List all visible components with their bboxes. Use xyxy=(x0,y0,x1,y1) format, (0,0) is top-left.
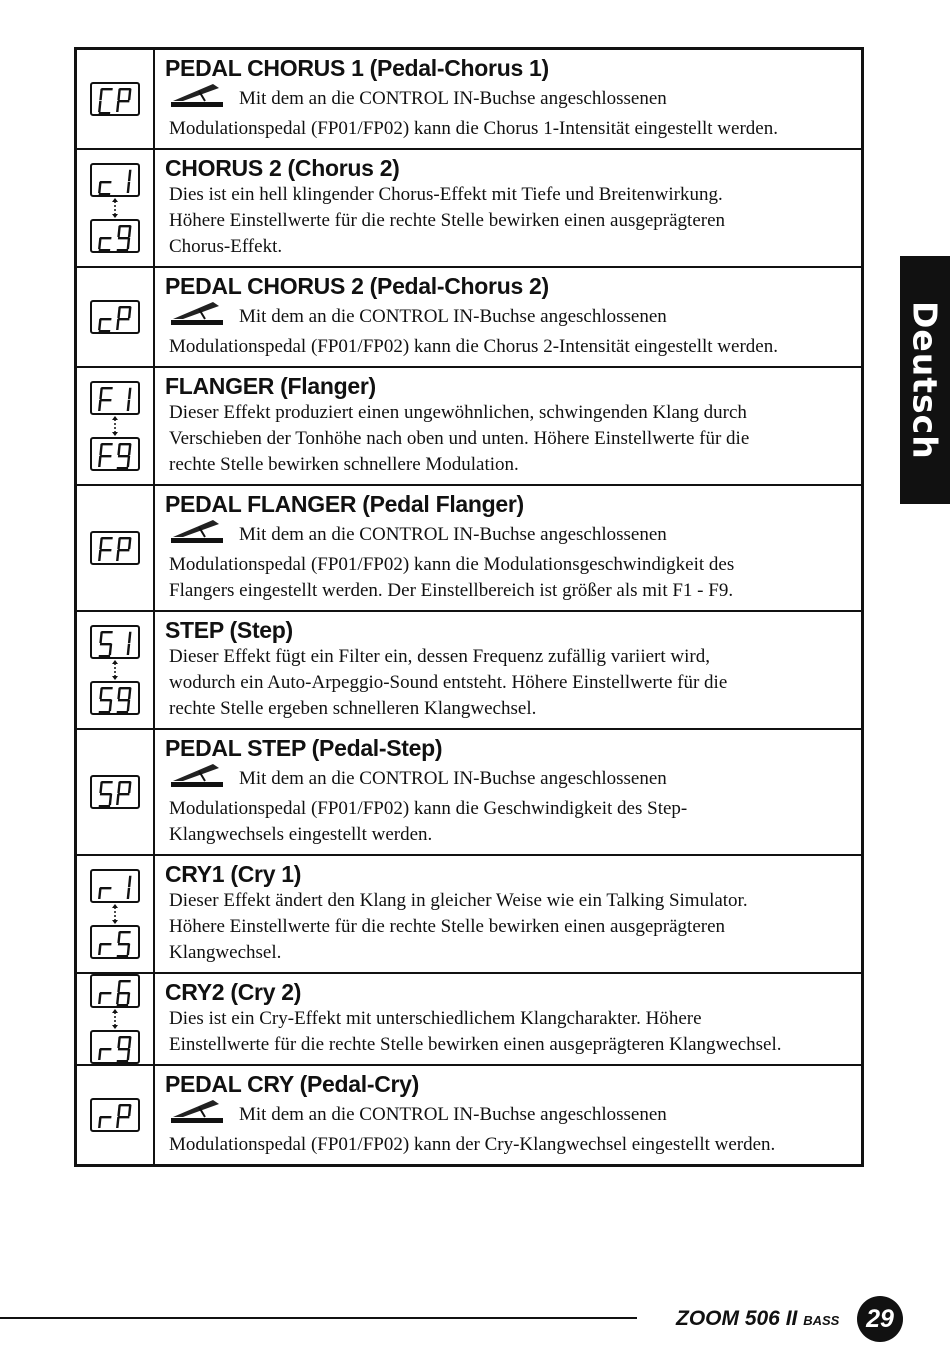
effect-description-line xyxy=(165,300,853,334)
effect-description-line: Dies ist ein hell klingender Chorus-Effekt mit Tiefe und Breitenwirkung. xyxy=(169,184,723,205)
expression-pedal-icon xyxy=(169,82,239,116)
lcd-code-icon xyxy=(90,1098,140,1132)
effect-description-line xyxy=(165,82,853,116)
effect-description-line: Flangers eingestellt werden. Der Einstellbereich ist größer als mit F1 - F9. xyxy=(169,580,734,601)
effect-row-pedal-step xyxy=(77,730,861,856)
lcd-code-icon xyxy=(90,219,140,253)
lcd-code-icon xyxy=(90,437,140,471)
effect-description-text: Mit dem an die CONTROL IN-Buchse angeschlossenen xyxy=(239,1104,667,1125)
effect-description-cell xyxy=(155,856,861,972)
expression-pedal-icon xyxy=(169,518,239,552)
footer-rule xyxy=(0,1317,637,1319)
effect-description-line xyxy=(165,518,853,552)
effect-row-pedal-chorus-2 xyxy=(77,268,861,368)
language-tab-label: Deutsch xyxy=(905,300,945,460)
expression-pedal-icon xyxy=(169,762,239,796)
effect-title: FLANGER (Flanger) xyxy=(165,373,376,399)
effect-description-cell xyxy=(155,150,861,266)
effect-description-line: Modulationspedal (FP01/FP02) kann die Modulationsgeschwindigkeit des xyxy=(169,554,735,575)
effect-description-cell xyxy=(155,1066,861,1164)
effect-description-line: Höhere Einstellwerte für die rechte Stelle bewirken einen ausgeprägteren xyxy=(169,210,726,231)
lcd-code-icon xyxy=(90,1030,140,1064)
effect-row-pedal-cry xyxy=(77,1066,861,1164)
effect-title: CHORUS 2 (Chorus 2) xyxy=(165,155,400,181)
effect-title: PEDAL CRY (Pedal-Cry) xyxy=(165,1071,420,1097)
effect-description-line: Verschieben der Tonhöhe nach oben und unten. Höhere Einstellwerte für die xyxy=(169,428,750,449)
effect-description-line: wodurch ein Auto-Arpeggio-Sound entsteht. Höhere Einstellwerte für die xyxy=(169,672,728,693)
effect-description-line: Klangwechsel. xyxy=(169,942,282,963)
effect-description-line xyxy=(165,1098,853,1132)
effect-description-line: Modulationspedal (FP01/FP02) kann der Cry-Klangwechsel eingestellt werden. xyxy=(169,1134,776,1155)
effect-description-cell xyxy=(155,368,861,484)
effect-description-cell xyxy=(155,486,861,610)
effect-code-display xyxy=(77,612,155,728)
effect-description-line: Modulationspedal (FP01/FP02) kann die Geschwindigkeit des Step- xyxy=(169,798,688,819)
effect-code-display xyxy=(77,368,155,484)
effect-row-chorus-2 xyxy=(77,150,861,268)
effect-description-cell xyxy=(155,730,861,854)
effect-description-line: rechte Stelle bewirken schnellere Modulation. xyxy=(169,454,519,475)
effect-row-pedal-chorus-1 xyxy=(77,50,861,150)
effect-code-display xyxy=(77,486,155,610)
range-arrow-icon xyxy=(90,415,140,437)
effect-code-display xyxy=(77,1066,155,1164)
effect-title: PEDAL STEP (Pedal-Step) xyxy=(165,735,443,761)
effect-description-text: Mit dem an die CONTROL IN-Buchse angeschlossenen xyxy=(239,768,667,789)
effect-row-step xyxy=(77,612,861,730)
effect-title: CRY1 (Cry 1) xyxy=(165,861,302,887)
footer-brand-suffix: BASS xyxy=(803,1313,840,1328)
effect-description-text: Mit dem an die CONTROL IN-Buchse angeschlossenen xyxy=(239,88,667,109)
effect-title: PEDAL CHORUS 2 (Pedal-Chorus 2) xyxy=(165,273,549,299)
effect-row-cry-1 xyxy=(77,856,861,974)
lcd-code-icon xyxy=(90,869,140,903)
expression-pedal-icon xyxy=(169,1098,239,1132)
lcd-code-icon xyxy=(90,974,140,1008)
effect-description-cell xyxy=(155,268,861,366)
lcd-code-icon xyxy=(90,925,140,959)
effect-title: CRY2 (Cry 2) xyxy=(165,979,302,1005)
lcd-code-icon xyxy=(90,681,140,715)
effect-code-display xyxy=(77,856,155,972)
effect-description-line: Modulationspedal (FP01/FP02) kann die Chorus 1-Intensität eingestellt werden. xyxy=(169,118,778,139)
effect-description-line: Einstellwerte für die rechte Stelle bewirken einen ausgeprägteren Klangwechsel. xyxy=(169,1034,782,1055)
effects-table xyxy=(74,47,864,1167)
effect-code-display xyxy=(77,50,155,148)
effect-description-text: Mit dem an die CONTROL IN-Buchse angeschlossenen xyxy=(239,524,667,545)
range-arrow-icon xyxy=(90,903,140,925)
effect-description-cell xyxy=(155,974,861,1064)
expression-pedal-icon xyxy=(169,300,239,334)
lcd-code-icon xyxy=(90,625,140,659)
footer-brand-name: ZOOM 506 II xyxy=(676,1307,798,1330)
effect-description-text: Mit dem an die CONTROL IN-Buchse angeschlossenen xyxy=(239,306,667,327)
effect-row-flanger xyxy=(77,368,861,486)
lcd-code-icon xyxy=(90,300,140,334)
effect-description-line: Dieser Effekt fügt ein Filter ein, dessen Frequenz zufällig variiert wird, xyxy=(169,646,710,667)
effect-title: STEP (Step) xyxy=(165,617,293,643)
lcd-code-icon xyxy=(90,531,140,565)
range-arrow-icon xyxy=(90,1008,140,1030)
effect-code-display xyxy=(77,974,155,1064)
effect-code-display xyxy=(77,730,155,854)
footer-brand xyxy=(676,1306,839,1334)
page-number: 29 xyxy=(857,1296,903,1342)
effect-code-display xyxy=(77,268,155,366)
lcd-code-icon xyxy=(90,775,140,809)
language-tab xyxy=(900,256,950,504)
effect-description-line: rechte Stelle ergeben schnelleren Klangwechsel. xyxy=(169,698,537,719)
effect-description-line: Klangwechsels eingestellt werden. xyxy=(169,824,433,845)
effect-description-line: Höhere Einstellwerte für die rechte Stelle bewirken einen ausgeprägteren xyxy=(169,916,726,937)
range-arrow-icon xyxy=(90,197,140,219)
effect-description-line xyxy=(165,762,853,796)
effect-row-cry-2 xyxy=(77,974,861,1066)
effect-code-display xyxy=(77,150,155,266)
lcd-code-icon xyxy=(90,82,140,116)
effect-title: PEDAL CHORUS 1 (Pedal-Chorus 1) xyxy=(165,55,549,81)
effect-description-cell xyxy=(155,612,861,728)
effect-description-line: Chorus-Effekt. xyxy=(169,236,283,257)
effect-description-cell xyxy=(155,50,861,148)
effect-row-pedal-flanger xyxy=(77,486,861,612)
effect-description-line: Modulationspedal (FP01/FP02) kann die Chorus 2-Intensität eingestellt werden. xyxy=(169,336,778,357)
effect-title: PEDAL FLANGER (Pedal Flanger) xyxy=(165,491,524,517)
effect-description-line: Dieser Effekt produziert einen ungewöhnlichen, schwingenden Klang durch xyxy=(169,402,747,423)
effect-description-line: Dies ist ein Cry-Effekt mit unterschiedlichem Klangcharakter. Höhere xyxy=(169,1008,702,1029)
lcd-code-icon xyxy=(90,163,140,197)
effect-description-line: Dieser Effekt ändert den Klang in gleicher Weise wie ein Talking Simulator. xyxy=(169,890,748,911)
range-arrow-icon xyxy=(90,659,140,681)
lcd-code-icon xyxy=(90,381,140,415)
